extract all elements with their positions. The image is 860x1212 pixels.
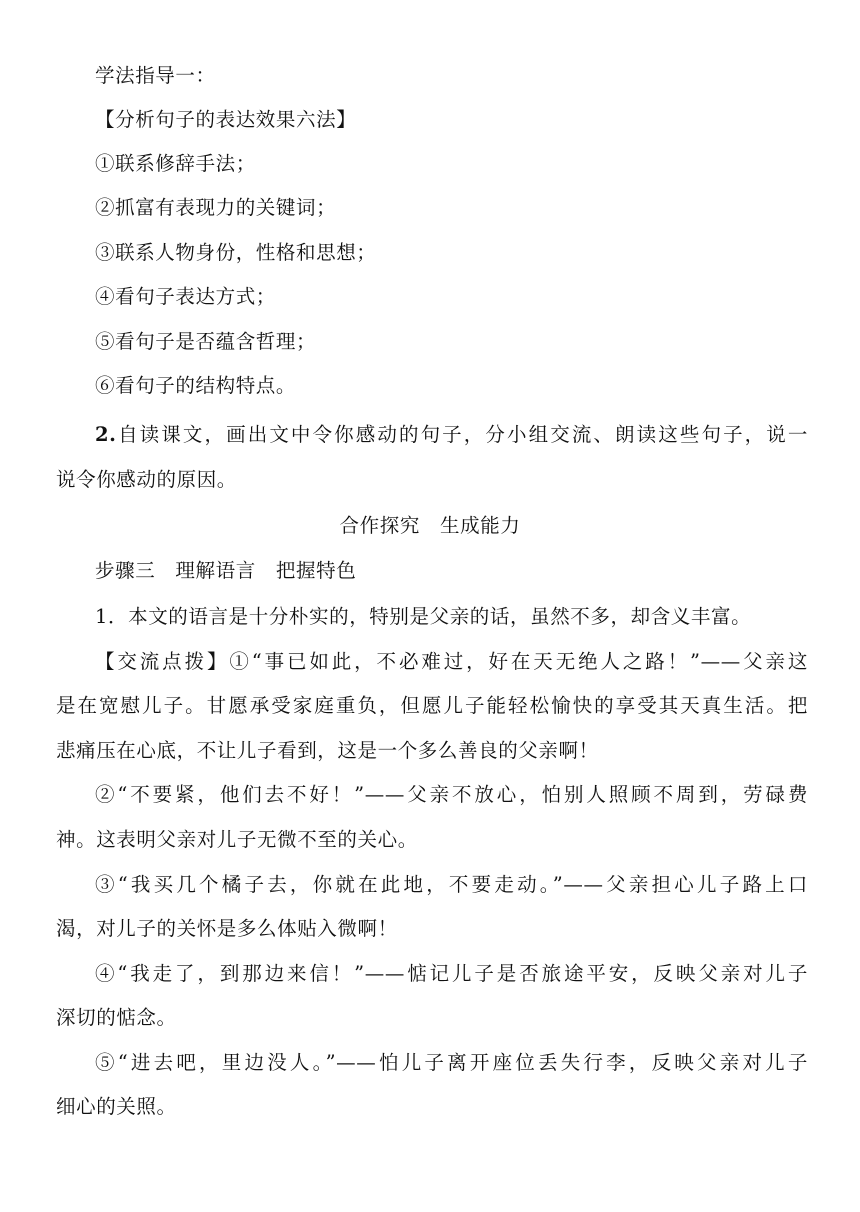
point-5-line: 细心的关照。 — [56, 1095, 177, 1118]
question-1: 1．本文的语言是十分朴实的，特别是父亲的话，虽然不多，却含义丰富。 — [95, 605, 752, 628]
method-item: ②抓富有表现力的关键词； — [95, 196, 337, 219]
point-1-line: 是在宽慰儿子。甘愿承受家庭重负，但愿儿子能轻松愉快的享受其天真生活。把 — [56, 694, 808, 717]
task2-number: 2. — [95, 423, 117, 446]
point-4-line: 深切的惦念。 — [56, 1006, 177, 1029]
guide-title: 学法指导一： — [95, 64, 216, 87]
section-title: 合作探究 生成能力 — [339, 514, 521, 537]
method-item: ①联系修辞手法； — [95, 152, 256, 175]
task2-line1 — [95, 421, 808, 449]
point-2-line: 神。这表明父亲对儿子无微不至的关心。 — [56, 828, 418, 851]
point-2-line: ②“不要紧，他们去不好！”——父亲不放心，怕别人照顾不周到，劳碌费 — [95, 783, 808, 806]
point-3-line: 渴，对儿子的关怀是多么体贴入微啊！ — [56, 917, 398, 940]
method-item: ⑥看句子的结构特点。 — [95, 374, 297, 397]
task2-line2: 说令你感动的原因。 — [56, 468, 237, 491]
method-item: ③联系人物身份，性格和思想； — [95, 241, 377, 264]
point-3-line: ③“我买几个橘子去，你就在此地，不要走动。”——父亲担心儿子路上口 — [95, 873, 808, 896]
method-heading: 【分析句子的表达效果六法】 — [95, 108, 357, 131]
point-1-line: 悲痛压在心底，不让儿子看到，这是一个多么善良的父亲啊！ — [56, 739, 599, 762]
point-1-line: 【交流点拨】①“事已如此，不必难过，好在天无绝人之路！”——父亲这 — [95, 650, 808, 673]
point-4-line: ④“我走了，到那边来信！”——惦记儿子是否旅途平安，反映父亲对儿子 — [95, 962, 808, 985]
method-item: ⑤看句子是否蕴含哲理； — [95, 330, 317, 353]
method-item: ④看句子表达方式； — [95, 285, 276, 308]
point-5-line: ⑤“进去吧，里边没人。”——怕儿子离开座位丢失行李，反映父亲对儿子 — [95, 1051, 808, 1074]
step-title: 步骤三 理解语言 把握特色 — [95, 559, 357, 582]
task2-text: 自读课文，画出文中令你感动的句子，分小组交流、朗读这些句子，说一 — [116, 423, 808, 446]
